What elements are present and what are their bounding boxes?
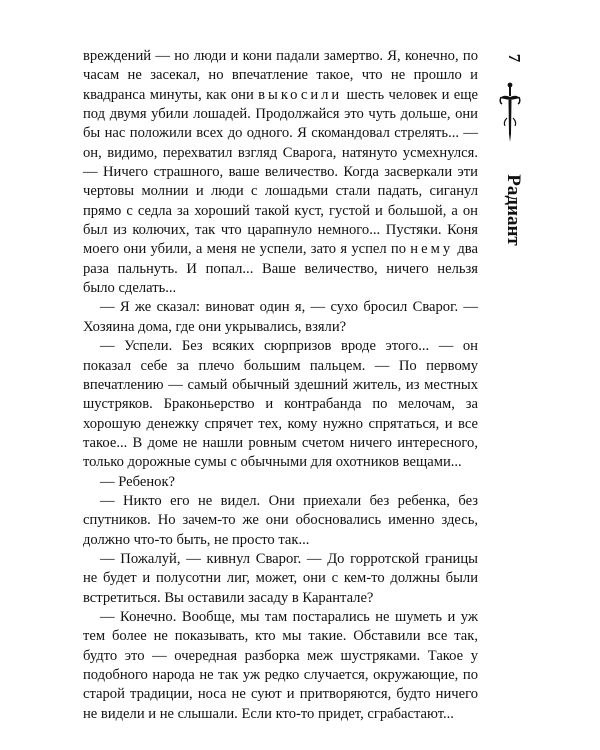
paragraph-text: — Конечно. Вообще, мы там постарались не шуметь и уж тем более не показывать, кто мы такие. Обставили все так, будто это — очередная разборка меж шустряками. Такое у подобного народа не так уж редко случается, окружающие, по старой традиции, носа не суют и притворяются, будто ничего не видели и не слышали. Если кто-то придет, сграбастают...	[83, 608, 478, 722]
page-number: 7	[505, 53, 524, 63]
spaced-emphasis-text: нему	[410, 241, 454, 258]
paragraph	[83, 473, 478, 492]
paragraph-text: шесть человек и еще под двумя убили лошадей. Продолжайся это чуть дольше, они бы нас положили всех до одного. Я скомандовал стрелять... — он, видимо, перехватил взгляд Сварога, натянуто усмехнулся. — Ничего страшного, ваше величество. Когда засверкали эти чертовы молнии и люди с лошадьми стали падать, сиганул прямо с седла за хороший такой куст, густой и большой, а он был из колючих, так что царапнуло немного... Пустяки. Коня моего они убили, а меня не успели, зато я успел по	[83, 86, 478, 258]
paragraph	[83, 608, 478, 724]
paragraph	[83, 298, 478, 337]
paragraph-text: — Пожалуй, — кивнул Сварог. — До горротской границы не будет и полусотни лиг, может, они с кем-то должны были встретиться. Вы оставили засаду в Карантале?	[83, 550, 478, 606]
paragraph-text: два раза пальнуть. И попал... Ваше величество, ничего нельзя было сделать...	[83, 241, 478, 297]
running-title	[503, 155, 523, 265]
sword-ornament-icon	[498, 82, 522, 144]
paragraph-text: — Ребенок?	[100, 473, 176, 490]
body-text	[83, 47, 478, 724]
paragraph-text: — Никто его не видел. Они приехали без ребенка, без спутников. Но зачем-то же они обосновались именно здесь, должно что-то быть, не просто так...	[83, 492, 478, 548]
paragraph-text: — Успели. Без всяких сюрпризов вроде этого... — он показал себе за плечо большим пальцем. — По первому впечатлению — самый обычный здешний житель, из местных шустряков. Браконьерство и контрабанда по мелочам, за хорошую денежку спрячет тех, кому нужно спрятаться, и все такое... В доме не нашли ровным счетом ничего интересного, только дорожные сумы с обычными для охотников вещами...	[83, 338, 478, 471]
paragraph	[83, 47, 478, 298]
paragraph-text: вреждений — но люди и кони падали замертво. Я, конечно, по часам не засекал, но впечатление такое, что не прошло и квадранса минуты, как они	[83, 48, 478, 103]
paragraph	[83, 492, 478, 550]
paragraph-text: — Я же сказал: виноват один я, — сухо бросил Сварог. — Хозяина дома, где они укрывались, взяли?	[83, 299, 478, 335]
paragraph	[83, 337, 478, 472]
paragraph	[83, 550, 478, 608]
spaced-emphasis-text: выкосили	[258, 86, 343, 103]
running-title-text: Радиант	[503, 174, 524, 246]
